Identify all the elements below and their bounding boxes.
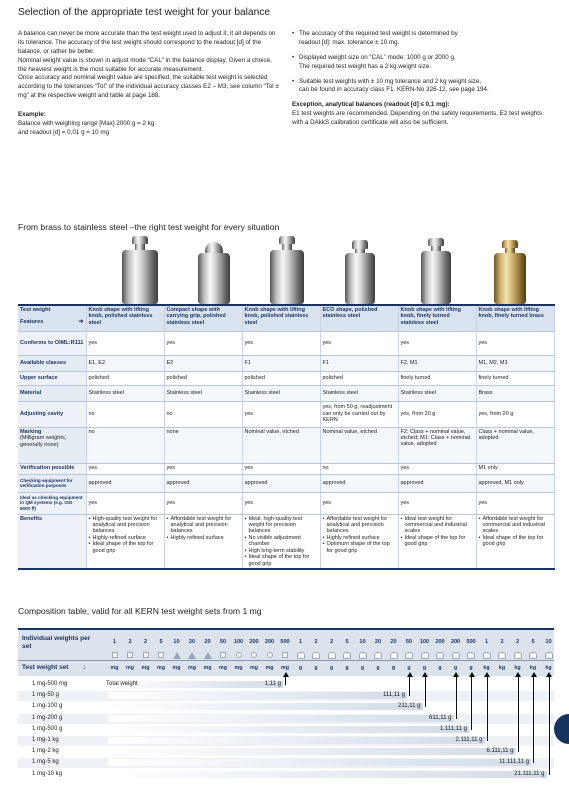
total-value: 2.111,11 g [455,737,483,743]
unit-label: g [329,665,334,671]
weight-shape-icon [418,652,431,659]
denomination-label: 100 [233,639,244,645]
header-label: Test weight Features ➔ [18,305,86,331]
page-title: Selection of the appropriate test weight for your balance [18,7,271,18]
intro-paragraph: Once accuracy and nominal weight value are specified, the suitable test weight is selected according to the tolerances “Tol” of the individual accuracy classes E2 – M3, see column “Tol ± mg” at the respective weight and table at page 188. [18,74,279,100]
unit-label: g [360,665,365,671]
denomination-label: 5 [159,639,163,645]
weight-shape-icon [170,652,183,659]
denomination-label: 1 [484,639,489,645]
example-title: Example: [18,111,46,118]
weight-shape-icon [124,652,137,659]
weight-shape-icon [263,652,276,659]
denomination-label: 2 [329,639,334,645]
composition-row [18,747,554,757]
unit-label: mg [126,665,134,671]
pointer-arrow-icon [515,672,521,677]
exception-text: E1 test weights are recommended. Depending on the safety requirements, E2 test weights with a DAkkS calibration certificate will also be sufficient. [292,110,543,126]
table-header-row [18,305,554,331]
weight-image-knob-f1 [268,236,306,304]
denomination-label: 2 [128,639,132,645]
unit-label: g [469,665,473,671]
unit-label: g [391,665,396,671]
column-header: Compact shape with carrying grip, polished stainless steel [164,305,242,331]
total-bar [108,726,469,733]
unit-label: g [376,665,380,671]
bullet-item: • Displayed weight size on “CAL” mode: 1000 g or 2000 g. The required test weight has a 2 kg weight size. [292,54,554,72]
denomination-label: 2 [500,639,504,645]
denomination-label: 20 [374,639,382,645]
table-row-benefits: Benefits • High-quality test weight for analytical and precision balances • Highly-refined surface • Ideal shape of the top for good grip • Affordable test weight for analytical and precision balances • Highly refined surface • Ideal, high-quality test weight for precision balances • No visible adjustment chamber • High long-term stability • Ideal shape of the top for good grip • Affordable test weight for analytical and precision balances • Highly refined surface • Optimum shape of the top for good grip • Ideal test weight for commercial and industrial scales • Ideal shape of the top for good grip • Affordable test weight for commercial and industrial scales • Ideal shape of the top for good grip [18,514,554,569]
composition-row [18,770,554,780]
pointer-arrow-icon [531,672,537,677]
unit-label: mg [110,665,119,671]
pointer-arrow-icon [469,672,475,677]
total-bar [108,759,531,766]
weight-image-compact-grip [196,242,232,304]
unit-label: mg [265,665,274,671]
set-label: 1 mg-5 kg [32,759,59,766]
weight-shape-icon [356,652,369,659]
total-value: 1,11 g [264,681,281,687]
weight-shape-icon [217,652,230,659]
section-title: From brass to stainless steel –the right test weight for every situation [18,222,280,232]
total-value: 611,11 g [429,714,452,721]
test-weight-images [0,236,569,306]
unit-label: mg [203,665,212,671]
unit-label: mg [281,665,289,671]
total-bar [108,692,407,699]
unit-label: g [345,665,349,671]
unit-label: mg [188,665,196,671]
table-row: Available classes E1, E2 E2 F1 F1 F2, M1 M1, M2, M3 [18,355,554,371]
unit-label: g [453,665,458,671]
weight-shape-icon [496,652,509,659]
pointer-line [471,674,472,730]
intro-right-column [292,30,554,128]
weight-shape-icon [527,652,540,659]
composition-row [18,736,554,746]
pointer-arrow-icon [283,672,289,677]
header-individual-weights: Individual weights per set [22,635,91,650]
page-tab-marker [554,714,569,744]
set-label: 1 mg-1 kg [32,737,59,743]
unit-label: kg [529,665,537,671]
weight-shape-icon [511,652,524,659]
column-header: Knob shape with lifting knob, finely turned brass [476,305,554,331]
total-value: 11.111,11 g [499,759,529,766]
denomination-label: 200 [264,639,275,645]
denomination-label: 10 [359,639,366,645]
denomination-label: 2 [314,639,318,645]
denomination-label: 200 [435,639,445,645]
arrow-down-icon: ↓ [82,664,86,671]
unit-label: g [407,665,411,671]
set-label: 1 mg-2 kg [32,748,59,755]
pointer-arrow-icon [546,672,552,677]
pointer-line [518,674,519,752]
weight-shape-icon [310,652,323,659]
weight-shape-icon [449,652,462,659]
total-value: 6.111,11 g [486,748,514,755]
composition-row [18,691,554,701]
denomination-label: 500 [280,639,290,645]
set-label: 1 mg-500 g [32,725,63,732]
denomination-label: 1 [112,639,117,645]
weight-shape-icon [108,652,121,659]
denomination-label: 20 [390,639,397,645]
weight-shape-icon [279,652,292,659]
unit-label: g [438,665,442,671]
weight-shape-icon [480,652,493,659]
exception-title: Exception, analytical balances (readout [d] ≤ 0,1 mg): [292,101,450,109]
denomination-label: 50 [405,639,413,645]
denomination-label: 2 [143,639,148,645]
table-row: Material Stainless steel Stainless steel Stainless steel Stainless steel Stainless steel Brass [18,385,554,401]
total-value: 111,11 g [382,692,405,699]
weight-image-brass [492,240,528,304]
intro-paragraph: Nominal weight value is shown in adjust mode “CAL” in the balance display. Given a choice, the heaviest weight is the most suitable for accurate measurement. [18,56,272,73]
weight-shape-icon [341,652,354,659]
weight-shape-icon [155,652,168,659]
denomination-label: 500 [466,639,476,645]
denomination-label: 200 [249,639,259,645]
total-bar [108,737,485,744]
set-label: 1 mg-200 g [32,714,63,721]
table-row: Ideal as checking equipment in QM systems (e.g. ISO 9000 ff) yes yes yes yes yes yes [18,492,554,514]
denomination-label: 50 [219,639,227,645]
table-row: Marking (Milligram weights, generally none) no none Nominal value, etched Nominal value, etched F2: Class + nominal value, etched; M1: Class + nominal value, adopted Class + nominal value, adopted [18,427,554,463]
weight-shape-icon [403,652,416,659]
denomination-label: 1 [298,639,303,645]
set-label: 1 mg-100 g [32,703,63,710]
bullet-item: • Suitable test weights with ± 10 mg tolerance and 2 kg weight size, can be found in accuracy class F1. KERN-No 326-12, see page 194. [292,78,554,96]
pointer-line [549,674,550,775]
table-row: Adjusting cavity no no yes yes, from 50 g, readjustment can only be carried out by KERN yes, from 20 g yes, from 20 g [18,401,554,427]
example-line: Balance with weighing range [Max] 2000 g = 2 kg [18,119,155,127]
composition-row [18,702,554,712]
weight-shape-icon [186,652,199,659]
pointer-arrow-icon [422,672,428,677]
weight-shape-icon [434,652,447,659]
composition-row [18,680,554,690]
table-row: Verification possible yes yes yes no yes M1 only [18,463,554,474]
composition-row [18,758,554,768]
column-header: ECO shape, polished stainless steel [320,305,398,331]
pointer-line [533,674,534,763]
pointer-line [425,674,426,707]
weight-image-knob-polished [120,236,160,304]
total-bar [108,715,454,722]
weight-shape-icon [465,652,478,659]
denomination-label: 2 [515,639,520,645]
column-header: Knob shape with lifting knob, finely turned stainless steel [398,305,476,331]
unit-label: mg [250,665,258,671]
intro-paragraph: A balance can never be more accurate than the test weight used to adjust it, it all depends on its tolerance. The accuracy of the test weight should correspond to the readout [d] of the balance, or rather be better. [18,30,276,55]
weight-image-knob-finely-turned [419,238,453,304]
unit-label: mg [219,665,227,671]
composition-row [18,725,554,735]
weight-image-eco [343,240,377,304]
composition-header [18,628,554,676]
denomination-label: 10 [173,639,180,645]
unit-label: g [314,665,318,671]
total-weight-label: Total weight [106,681,138,687]
weight-shape-icon [248,652,261,659]
denomination-label: 20 [188,639,196,645]
total-bar [108,771,547,778]
column-header: Knob shape with lifting knob, polished stainless steel [242,305,320,331]
header-test-weight-set: Test weight set ↓ [22,664,86,671]
composition-table [18,624,554,784]
denomination-label: 5 [345,639,349,645]
unit-label: kg [545,665,552,671]
unit-label: mg [234,665,243,671]
set-label: 1 mg-10 kg [32,770,63,777]
pointer-arrow-icon [484,672,490,677]
unit-label: kg [498,665,506,671]
weight-shape-icon [294,652,307,659]
table-row: Conforms to OIML:R111 yes yes yes yes yes yes [18,331,554,355]
bullet-item: • The accuracy of the required test weight is determined by readout [d]: max. tolerance ± 10 mg. [292,30,554,48]
unit-label: mg [141,665,150,671]
pointer-line [456,674,457,719]
composition-row [18,714,554,724]
test-weight-spec-table [18,304,554,570]
unit-label: mg [157,665,165,671]
set-label: 1 mg-500 mg [32,681,68,687]
denomination-label: 200 [450,639,461,645]
weight-shape-icon [372,652,385,659]
composition-title: Composition table, valid for all KERN test weight sets from 1 mg [18,606,262,616]
pointer-line [409,674,410,696]
total-bar [108,748,516,755]
table-row: Upper surface polished polished polished polished finely turned finely turned [18,371,554,385]
unit-label: g [422,665,427,671]
weight-shape-icon [387,652,400,659]
denomination-label: 20 [204,639,211,645]
pointer-line [487,674,488,741]
total-value: 21.111,11 g [514,770,545,777]
weight-shape-icon [325,652,338,659]
unit-label: mg [172,665,181,671]
example-line: and readout [d] = 0,01 g = 10 mg [18,128,110,136]
total-value: 1.111,11 g [439,725,467,732]
weight-shape-icon [201,652,214,659]
unit-label: g [298,665,303,671]
denomination-label: 10 [545,639,552,645]
weight-shape-icon [542,652,555,659]
weight-shape-icon [232,652,245,659]
table-row: Checking equipment for verification purposes approved approved approved approved approved approved, M1 only [18,474,554,492]
intro-left-column [18,30,280,138]
pointer-arrow-icon [407,672,413,677]
unit-label: kg [514,665,521,671]
weight-shape-icon [139,652,152,659]
unit-label: kg [483,665,490,671]
total-value: 211,11 g [398,703,421,710]
denomination-label: 5 [531,639,535,645]
column-header: Knob shape with lifting knob, polished stainless steel [86,305,164,331]
pointer-arrow-icon [453,672,459,677]
denomination-label: 100 [419,639,430,645]
arrow-down-icon: ➔ [78,318,84,325]
total-bar [108,703,423,710]
set-label: 1 mg-50 g [32,692,60,699]
